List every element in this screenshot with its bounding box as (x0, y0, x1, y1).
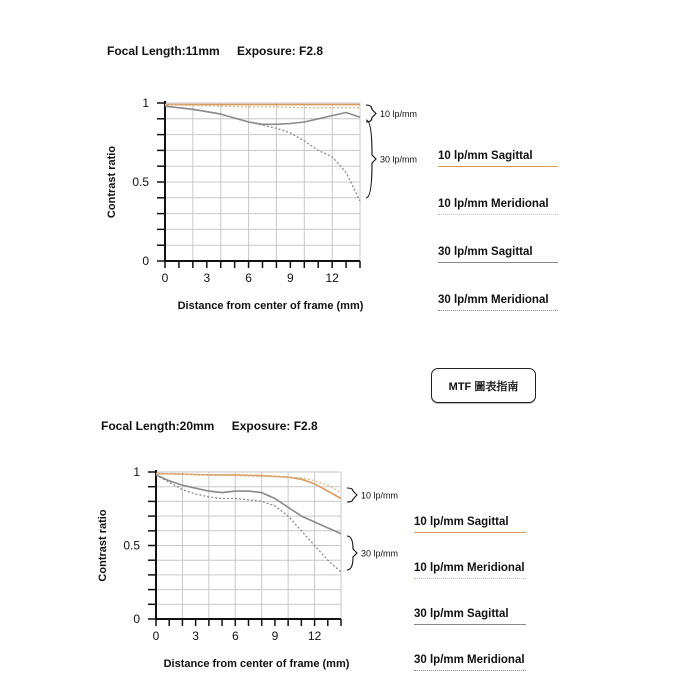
series-line-30-lp-mm-meridional (156, 475, 341, 572)
x-tick-label: 0 (152, 629, 160, 643)
x-axis-label: Distance from center of frame (mm) (177, 300, 364, 312)
chart2-mtf-plot (0, 455, 420, 680)
legend-label: 10 lp/mm Sagittal (414, 516, 509, 528)
x-tick-label: 6 (231, 629, 239, 643)
chart2-legend-item-10-sagittal (414, 516, 526, 533)
x-tick-label: 0 (161, 271, 169, 285)
x-tick-label: 3 (192, 629, 199, 643)
legend-swatch-solid (414, 532, 526, 533)
x-tick-label: 12 (307, 629, 322, 643)
chart1-exposure: Exposure: F2.8 (237, 44, 324, 58)
annotation-bracket (366, 120, 376, 198)
x-tick-label: 9 (271, 629, 279, 643)
y-axis-label: Contrast ratio (97, 509, 109, 582)
y-tick-label: 0 (142, 254, 149, 268)
legend-label: 30 lp/mm Sagittal (438, 246, 533, 258)
legend-swatch-dotted (414, 578, 526, 579)
annotation-label: 10 lp/mm (380, 109, 418, 119)
y-axis-label: Contrast ratio (106, 145, 118, 219)
legend-label: 30 lp/mm Sagittal (414, 608, 509, 620)
chart1-header (107, 44, 323, 58)
chart2-legend-item-30-meridional (414, 654, 526, 671)
legend-label: 10 lp/mm Meridional (414, 562, 525, 574)
legend-label: 10 lp/mm Meridional (438, 198, 549, 210)
chart1-legend-item-10-sagittal (438, 150, 558, 167)
chart2-header (101, 419, 318, 433)
annotation-bracket (347, 536, 357, 570)
legend-label: 30 lp/mm Meridional (414, 654, 525, 666)
legend-swatch-solid (438, 166, 558, 167)
y-tick-label: 1 (133, 465, 140, 479)
chart1-legend-item-30-sagittal (438, 246, 558, 263)
chart1-mtf-plot (0, 80, 440, 330)
chart2-legend (414, 516, 526, 671)
chart1-legend (438, 150, 558, 311)
x-tick-label: 12 (325, 271, 339, 285)
y-tick-label: 1 (142, 96, 149, 110)
x-tick-label: 6 (245, 271, 252, 285)
y-tick-label: 0.5 (132, 175, 149, 189)
chart2-legend-item-30-sagittal (414, 608, 526, 625)
mtf-guide-button[interactable]: MTF 圖表指南 (431, 368, 536, 403)
y-tick-label: 0.5 (123, 538, 140, 553)
legend-swatch-dotted (414, 670, 526, 671)
legend-swatch-solid (414, 624, 526, 625)
x-axis-label: Distance from center of frame (mm) (163, 658, 350, 670)
annotation-label: 30 lp/mm (361, 548, 399, 559)
legend-swatch-dotted (438, 214, 558, 215)
chart2-legend-item-10-meridional (414, 562, 526, 579)
legend-swatch-dotted (438, 310, 558, 311)
annotation-bracket (347, 488, 357, 502)
series-line-30-lp-mm-meridional (165, 106, 360, 201)
legend-label: 10 lp/mm Sagittal (438, 150, 533, 162)
annotation-bracket (366, 105, 376, 122)
legend-swatch-solid (438, 262, 558, 263)
chart2-exposure: Exposure: F2.8 (231, 419, 318, 433)
chart1-focal-length: Focal Length:11mm (107, 44, 220, 58)
chart2-focal-length: Focal Length:20mm (101, 419, 215, 433)
annotation-label: 10 lp/mm (361, 490, 399, 501)
annotation-label: 30 lp/mm (380, 154, 418, 165)
chart1-legend-item-10-meridional (438, 198, 558, 215)
x-tick-label: 9 (287, 271, 294, 285)
legend-label: 30 lp/mm Meridional (438, 294, 549, 306)
chart1-legend-item-30-meridional (438, 294, 558, 311)
x-tick-label: 3 (203, 271, 211, 285)
y-tick-label: 0 (133, 612, 140, 626)
